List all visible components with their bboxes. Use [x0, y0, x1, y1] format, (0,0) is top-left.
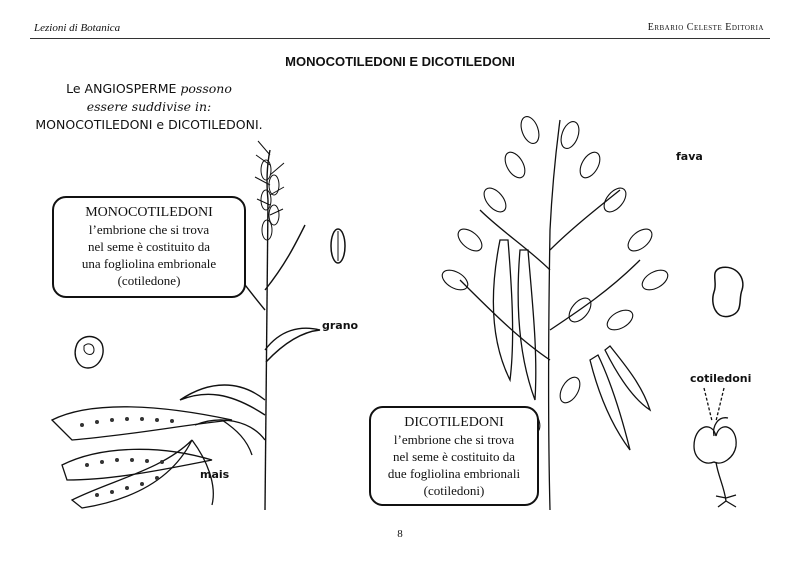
- header-book-title: Lezioni di Botanica: [34, 22, 121, 34]
- germinating-seed-icon: [684, 386, 754, 511]
- label-mais: mais: [200, 468, 230, 481]
- monocotyledons-box-line: (cotiledone): [117, 273, 181, 288]
- header-rule: [30, 38, 770, 39]
- dicotyledons-box-line: (cotiledoni): [423, 483, 485, 498]
- label-cotiledoni: cotiledoni: [690, 372, 752, 385]
- intro-line3: MONOCOTILEDONI e DICOTILEDONI.: [35, 117, 263, 132]
- corn-illustration: [42, 400, 252, 510]
- monocotyledons-box-line: una fogliolina embrionale: [81, 256, 217, 271]
- intro-part2: possono: [176, 81, 232, 96]
- dicotyledons-box-line: due fogliolina embrionali: [387, 466, 521, 481]
- dicotyledons-box: [369, 406, 539, 506]
- dicotyledons-box-title: DICOTILEDONI: [404, 415, 504, 430]
- dicotyledons-box-line: nel seme è costituito da: [392, 449, 516, 464]
- wheat-seed-icon: [328, 226, 348, 266]
- intro-part1: Le ANGIOSPERME: [66, 81, 177, 96]
- monocotyledons-box-line: nel seme è costituito da: [87, 239, 211, 254]
- monocotyledons-box: [52, 196, 246, 298]
- page-title: MONOCOTILEDONI E DICOTILEDONI: [285, 54, 515, 69]
- monocotyledons-box-title: MONOCOTILEDONI: [85, 205, 213, 220]
- corn-seed-icon: [72, 334, 106, 370]
- page-number: 8: [397, 528, 403, 540]
- monocotyledons-box-line: l’embrione che si trova: [88, 222, 210, 237]
- label-fava: fava: [676, 150, 703, 163]
- dicotyledons-box-line: l’embrione che si trova: [393, 432, 515, 447]
- label-grano: grano: [322, 319, 359, 332]
- fava-seed-icon: [710, 264, 746, 320]
- header-publisher: Erbario Celeste Editoria: [647, 22, 764, 33]
- intro-line2: essere suddivise in:: [86, 99, 212, 114]
- intro-text: [34, 80, 264, 134]
